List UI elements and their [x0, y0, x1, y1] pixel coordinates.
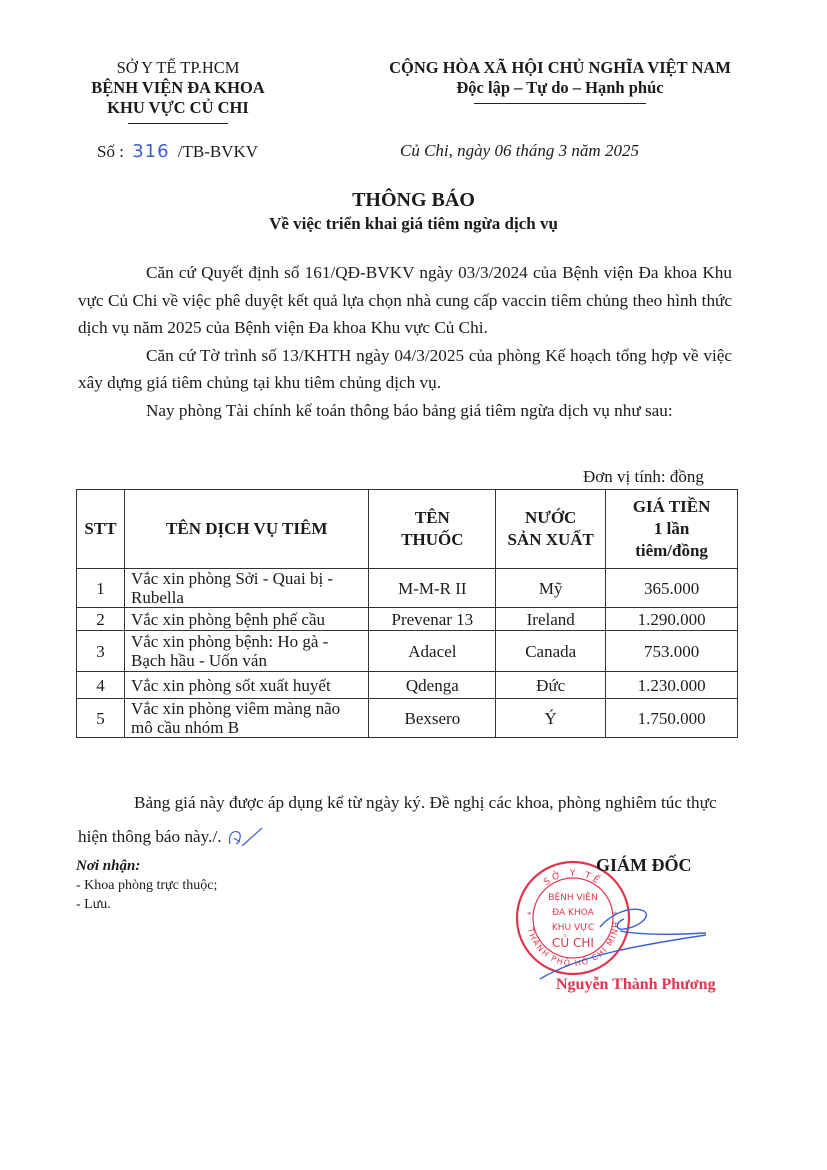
- closing-text: Bảng giá này được áp dụng kể từ ngày ký. Đề nghị các khoa, phòng nghiêm túc thực hiện thông báo này./.: [78, 793, 717, 846]
- cell-stt: 3: [77, 631, 125, 672]
- hospital-region: KHU VỰC CỦ CHI: [107, 98, 249, 117]
- cell-drug: Prevenar 13: [369, 608, 496, 631]
- header-country-line1: NƯỚC: [525, 508, 577, 527]
- header-price: [606, 490, 738, 569]
- cell-drug: M-M-R II: [369, 569, 496, 608]
- stamp-line: CỦ CHI: [552, 936, 594, 950]
- paragraph-basis-proposal: Căn cứ Tờ trình số 13/KHTH ngày 04/3/2025 của phòng Kế hoạch tổng hợp về việc xây dựng giá tiêm chủng tại khu tiêm chủng dịch vụ.: [78, 345, 732, 392]
- cell-service: Vắc xin phòng Sởi - Quai bị - Rubella: [124, 569, 368, 608]
- header-price-line2: 1 lần: [653, 519, 690, 538]
- cell-price: 1.750.000: [606, 699, 738, 738]
- stamp-line: KHU VỰC: [551, 923, 595, 933]
- department-name: SỞ Y TẾ TP.HCM: [116, 58, 240, 77]
- recipients-label: Nơi nhận:: [76, 858, 141, 874]
- recipients-block: [76, 857, 217, 914]
- unit-note: Đơn vị tính: đồng: [583, 467, 704, 486]
- document-title: THÔNG BÁO: [352, 189, 475, 211]
- cell-service: Vắc xin phòng viêm màng não mô cầu nhóm B: [124, 699, 368, 738]
- stamp-line: BỆNH VIỆN: [548, 893, 598, 903]
- cell-country: Mỹ: [496, 569, 606, 608]
- paragraph-announcement: Nay phòng Tài chính kế toán thông báo bảng giá tiêm ngừa dịch vụ như sau:: [146, 400, 673, 420]
- hospital-name: BỆNH VIỆN ĐA KHOA: [91, 78, 265, 97]
- cell-country: Đức: [496, 672, 606, 699]
- cell-stt: 5: [77, 699, 125, 738]
- cell-service: Vắc xin phòng bệnh phế cầu: [124, 608, 368, 631]
- national-title: CỘNG HÒA XÃ HỘI CHỦ NGHĨA VIỆT NAM: [389, 58, 731, 77]
- body-text: [78, 259, 732, 424]
- cell-country: Canada: [496, 631, 606, 672]
- header-stt: STT: [77, 490, 125, 569]
- cell-service: Vắc xin phòng sốt xuất huyết: [124, 672, 368, 699]
- recipient-item: - Khoa phòng trực thuộc;: [76, 878, 218, 893]
- stamp-ring-top: SỞ Y TẾ: [542, 868, 604, 888]
- table-row: [77, 569, 738, 608]
- price-table: [76, 489, 738, 738]
- cell-stt: 2: [77, 608, 125, 631]
- svg-text:*: *: [613, 910, 618, 920]
- cell-country: Ireland: [496, 608, 606, 631]
- cell-stt: 4: [77, 672, 125, 699]
- header-drug-line2: THUỐC: [401, 530, 464, 549]
- table-row: [77, 631, 738, 672]
- header-left-divider: [128, 123, 228, 124]
- svg-text:*: *: [527, 910, 532, 920]
- header-price-line1: GIÁ TIỀN: [632, 497, 711, 516]
- header-right-divider: [474, 103, 646, 104]
- header-service: TÊN DỊCH VỤ TIÊM: [124, 490, 368, 569]
- signer-title: GIÁM ĐỐC: [596, 855, 692, 875]
- handwritten-signature-icon: [520, 885, 710, 985]
- cell-country: Ý: [496, 699, 606, 738]
- stamp-ring-bottom: THÀNH PHỐ HỒ CHÍ MINH: [525, 920, 622, 969]
- header-drug: [369, 490, 496, 569]
- signer-name: Nguyễn Thành Phương: [556, 976, 716, 993]
- cell-drug: Bexsero: [369, 699, 496, 738]
- cell-drug: Adacel: [369, 631, 496, 672]
- doc-number-prefix: Số :: [97, 142, 124, 161]
- header-country: [496, 490, 606, 569]
- cell-stt: 1: [77, 569, 125, 608]
- table-row: [77, 699, 738, 738]
- table-row: [77, 608, 738, 631]
- issuing-agency-header: [62, 58, 294, 124]
- document-number: [97, 141, 258, 162]
- paragraph-basis-decision: Căn cứ Quyết định số 161/QĐ-BVKV ngày 03/3/2024 của Bệnh viện Đa khoa Khu vực Củ Chi về việc phê duyệt kết quả lựa chọn nhà cung cấp vaccin tiêm chủng theo hình thức dịch vụ năm 2025 của Bệnh viện Đa khoa Khu vực Củ Chi.: [78, 263, 732, 337]
- table-header-row: [77, 490, 738, 569]
- national-motto: Độc lập – Tự do – Hạnh phúc: [456, 78, 664, 97]
- document-subtitle: Về việc triển khai giá tiêm ngừa dịch vụ: [269, 214, 558, 233]
- recipient-item: - Lưu.: [76, 897, 111, 912]
- cell-price: 753.000: [606, 631, 738, 672]
- header-drug-line1: TÊN: [414, 508, 450, 527]
- cell-price: 365.000: [606, 569, 738, 608]
- initials-signature-icon: [226, 826, 266, 850]
- national-header: [350, 58, 770, 104]
- table-row: [77, 672, 738, 699]
- doc-number-suffix: /TB-BVKV: [177, 142, 259, 161]
- header-price-line3: tiêm/đồng: [635, 541, 708, 560]
- cell-price: 1.230.000: [606, 672, 738, 699]
- date-line: Củ Chi, ngày 06 tháng 3 năm 2025: [400, 141, 639, 160]
- cell-service: Vắc xin phòng bệnh: Ho gà - Bạch hầu - Uốn ván: [124, 631, 368, 672]
- doc-number-handwritten: 316: [132, 141, 170, 162]
- closing-paragraph: [78, 786, 738, 854]
- cell-drug: Qdenga: [369, 672, 496, 699]
- cell-price: 1.290.000: [606, 608, 738, 631]
- stamp-line: ĐA KHOA: [552, 908, 594, 918]
- header-country-line2: SẢN XUẤT: [507, 530, 594, 549]
